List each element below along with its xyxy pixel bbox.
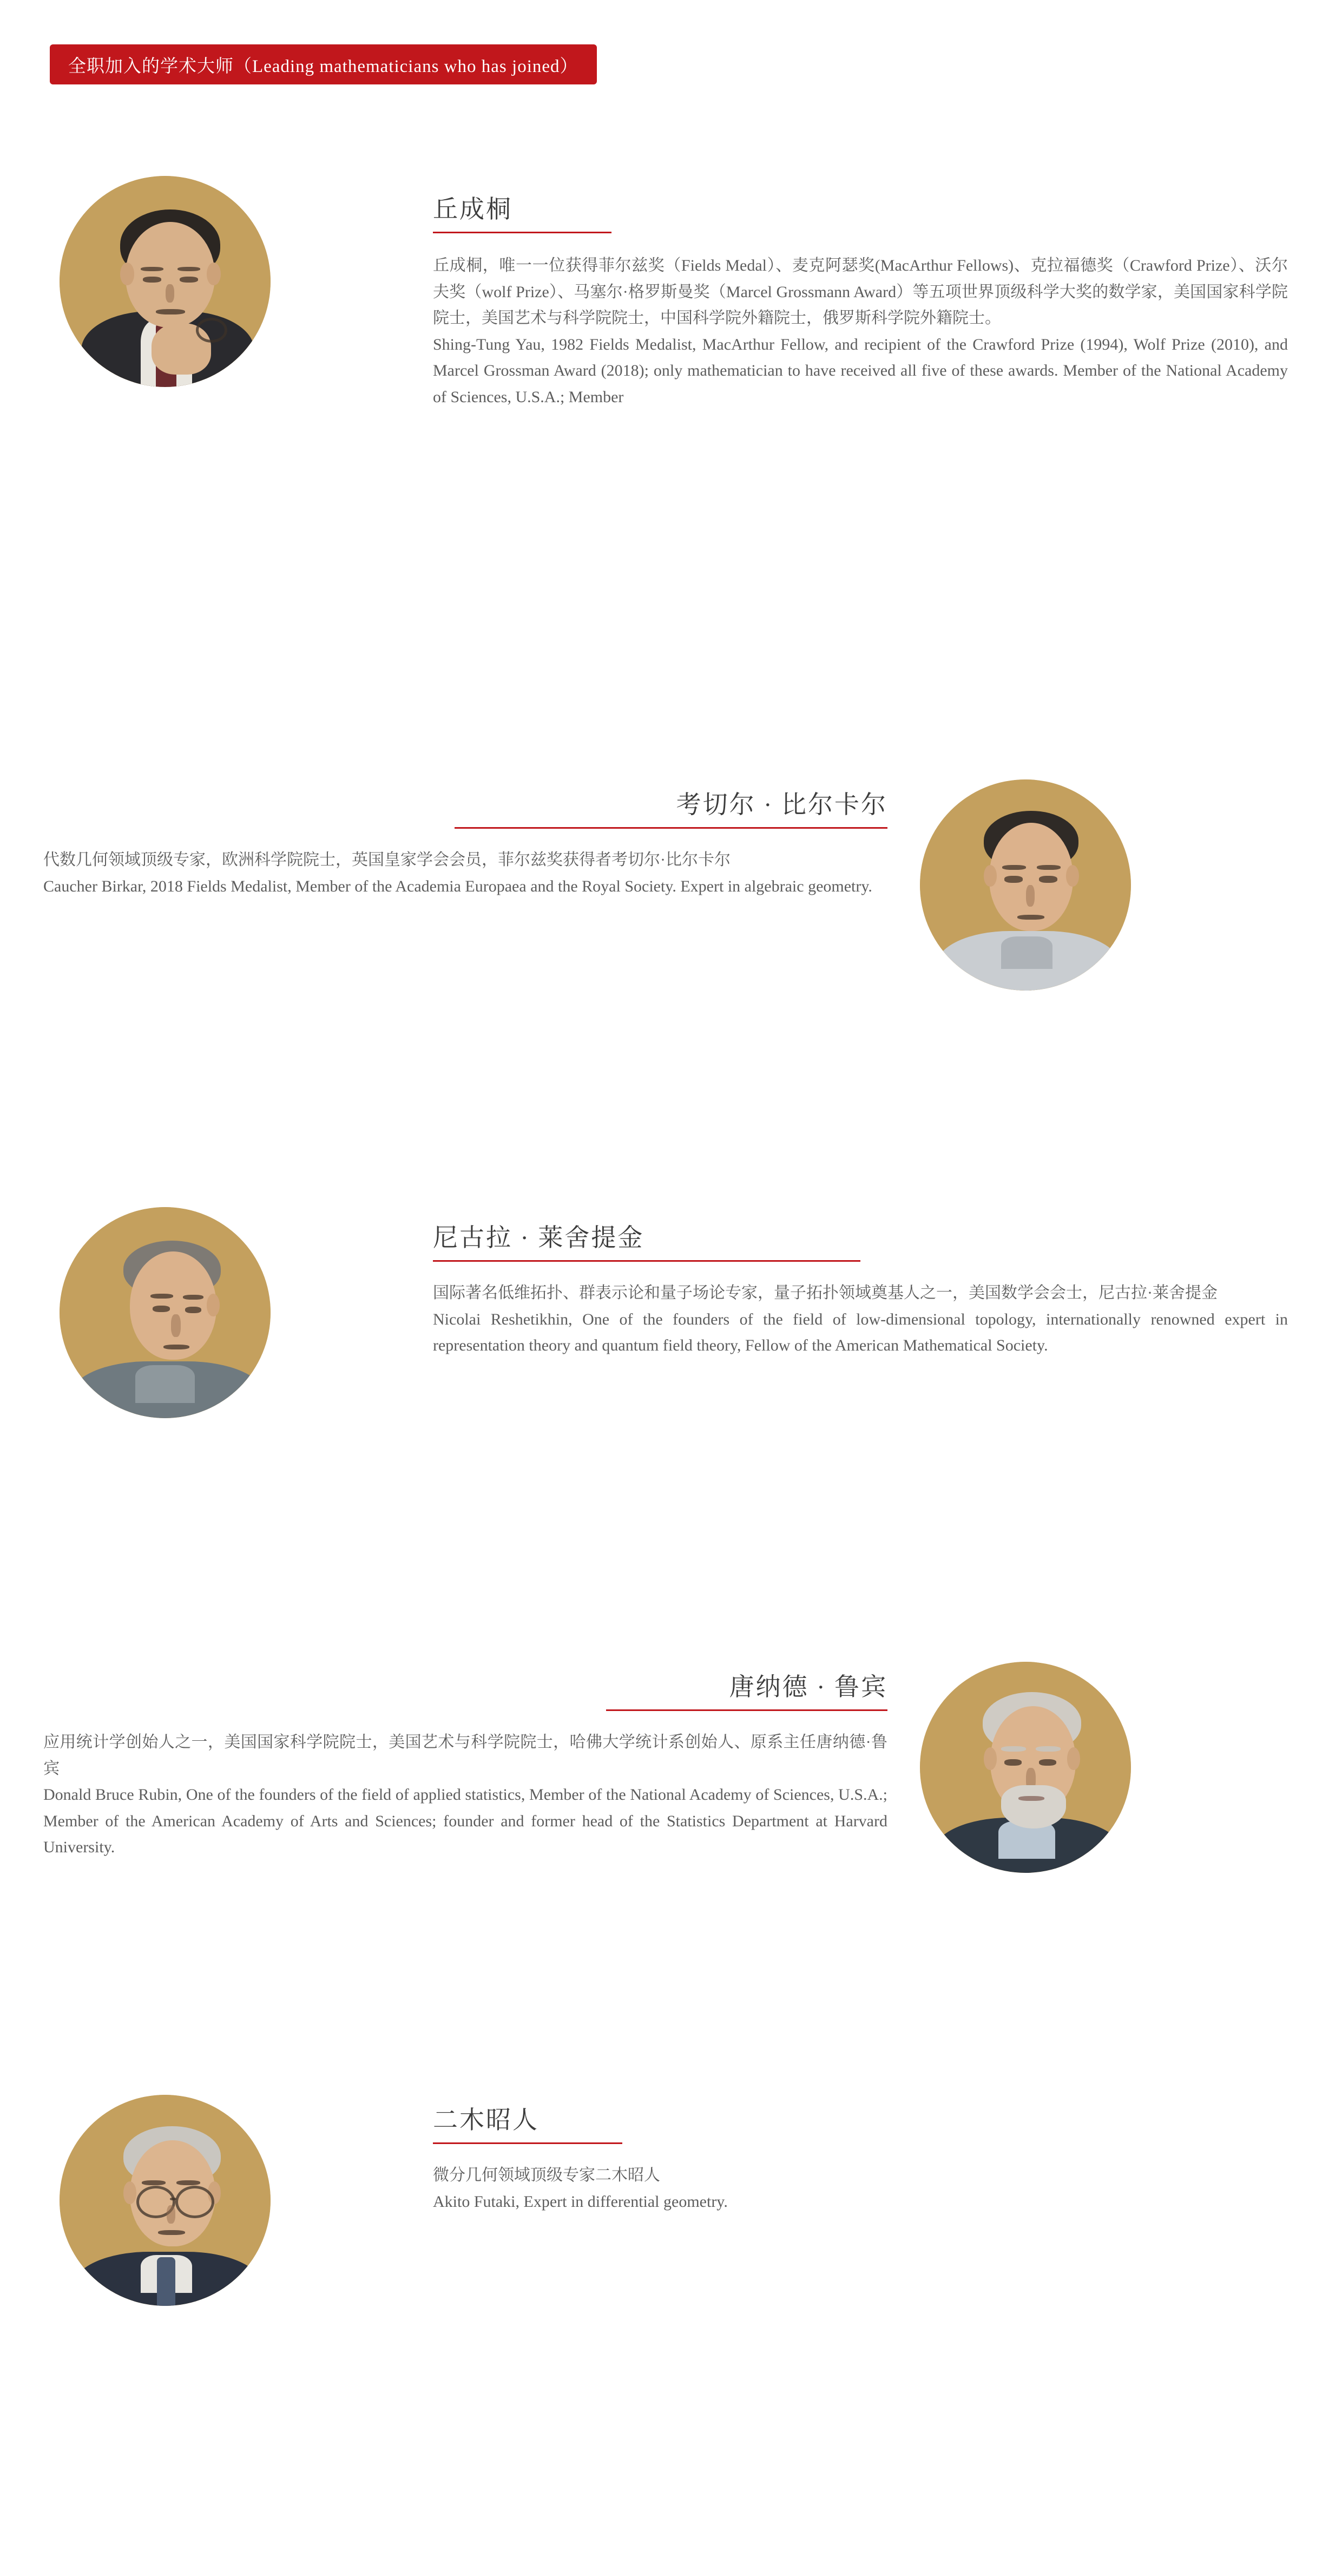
- portrait-illustration: [60, 1207, 271, 1418]
- person-name-block: [433, 1218, 1288, 1262]
- portrait-caucher-birkar: [920, 779, 1131, 991]
- person-name-block: [43, 785, 887, 829]
- portrait-illustration: [920, 779, 1131, 991]
- portrait-nicolai-reshetikhin: [60, 1207, 271, 1418]
- person-name-block: [433, 189, 1288, 233]
- person-bio-en: Shing-Tung Yau, 1982 Fields Medalist, MacArthur Fellow, and recipient of the Crawford Prize (1994), Wolf Prize (2010), and Marcel Grossman Award (2018); only mathematician to have received all five of these awards. Member of the National Academy of Sciences, U.S.A.; Member: [433, 335, 1288, 406]
- person-text-shing-tung-yau: [433, 189, 1288, 411]
- person-bio-cn: 微分几何领域顶级专家二木昭人: [433, 2166, 660, 2184]
- name-underline: [433, 2142, 622, 2144]
- banner-label: 全职加入的学术大师（Leading mathematicians who has joined）: [68, 56, 578, 76]
- portrait-donald-rubin: [920, 1662, 1131, 1873]
- person-name-block: [43, 1667, 887, 1711]
- person-text-nicolai-reshetikhin: [433, 1218, 1288, 1359]
- person-text-akito-futaki: [433, 2100, 1288, 2215]
- name-underline: [433, 1260, 860, 1262]
- person-text-caucher-birkar: [43, 785, 887, 900]
- person-bio: [43, 847, 887, 900]
- person-name: 尼古拉 · 莱舍提金: [433, 1224, 644, 1251]
- section-banner: [50, 44, 597, 84]
- portrait-shing-tung-yau: [60, 176, 271, 387]
- person-name: 二木昭人: [433, 2106, 539, 2134]
- person-bio-cn: 代数几何领域顶级专家，欧洲科学院院士，英国皇家学会会员，菲尔兹奖获得者考切尔·比尔卡尔: [43, 851, 731, 869]
- portrait-akito-futaki: [60, 2095, 271, 2306]
- portrait-illustration: [920, 1662, 1131, 1873]
- person-name-block: [433, 2100, 1288, 2144]
- name-underline: [455, 827, 887, 829]
- person-bio-cn: 国际著名低维拓扑、群表示论和量子场论专家，量子拓扑领域奠基人之一，美国数学会会士，尼古拉·莱舍提金: [433, 1284, 1218, 1302]
- person-bio-cn: 丘成桐，唯一一位获得菲尔兹奖（Fields Medal）、麦克阿瑟奖(MacArthur Fellows)、克拉福德奖（Crawford Prize）、沃尔夫奖（wolf Prize）、马塞尔·格罗斯曼奖（Marcel Grossmann Award）等五项世界顶级科学大奖的数学家，美国国家科学院院士，美国艺术与科学院院士，中国科学院外籍院士，俄罗斯科学院外籍院士。: [433, 257, 1288, 327]
- person-bio: [433, 2162, 1288, 2215]
- name-underline: [606, 1709, 887, 1711]
- person-name: 唐纳德 · 鲁宾: [729, 1673, 887, 1701]
- person-bio: [433, 253, 1288, 411]
- portrait-illustration: [60, 2095, 271, 2306]
- person-bio: [433, 1280, 1288, 1359]
- person-bio-en: Donald Bruce Rubin, One of the founders of the field of applied statistics, Member of the National Academy of Sciences, U.S.A.; Member of the American Academy of Arts and Sciences; founder and former head of the Statistics Department at Harvard University.: [43, 1786, 887, 1857]
- portrait-illustration: [60, 176, 271, 387]
- person-bio-en: Akito Futaki, Expert in differential geometry.: [433, 2192, 728, 2211]
- person-name: 考切尔 · 比尔卡尔: [676, 791, 887, 818]
- person-bio-en: Nicolai Reshetikhin, One of the founders of the field of low-dimensional topology, internationally renowned expert in representation theory and quantum field theory, Fellow of the American Mathematical Society.: [433, 1310, 1288, 1355]
- name-underline: [433, 232, 611, 233]
- person-bio-en: Caucher Birkar, 2018 Fields Medalist, Member of the Academia Europaea and the Royal Society. Expert in algebraic geometry.: [43, 877, 872, 895]
- person-bio-cn: 应用统计学创始人之一，美国国家科学院院士，美国艺术与科学院院士，哈佛大学统计系创始人、原系主任唐纳德·鲁宾: [43, 1733, 887, 1778]
- person-bio: [43, 1729, 887, 1861]
- person-name: 丘成桐: [433, 195, 512, 223]
- person-text-donald-rubin: [43, 1667, 887, 1861]
